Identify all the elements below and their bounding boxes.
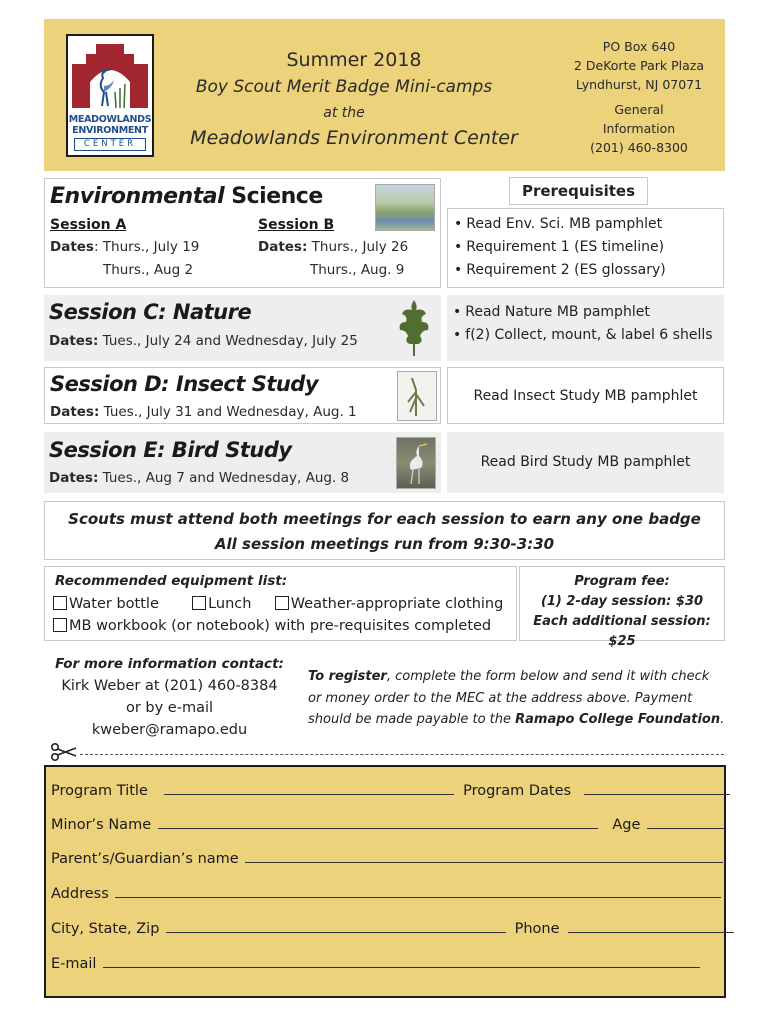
- contact-info: [52, 653, 287, 741]
- nature-dates-label: Dates:: [49, 333, 99, 349]
- form-row-email: [51, 956, 700, 972]
- session-env-science: [44, 178, 441, 288]
- contact-address: [564, 37, 714, 157]
- logo-text-bottom: CENTER: [74, 138, 146, 151]
- fee-title: Program fee:: [574, 574, 670, 589]
- checkbox-lunch[interactable]: [192, 596, 206, 610]
- env-prereq-list: [454, 213, 666, 282]
- age-label: Age: [612, 817, 641, 833]
- address-label: Address: [51, 886, 109, 902]
- address-field[interactable]: [115, 886, 721, 898]
- form-row-address: [51, 886, 721, 902]
- session-a-dates: [50, 239, 199, 255]
- register-end: .: [720, 712, 725, 727]
- session-b-dates-label: Dates:: [258, 239, 308, 255]
- env-prereq-box: [447, 208, 724, 288]
- equipment-row-2: [53, 618, 491, 634]
- program-dates-field[interactable]: [584, 783, 730, 795]
- program-fee-box: [519, 566, 725, 649]
- session-insect-dates: [50, 404, 357, 420]
- contact-email[interactable]: kweber@ramapo.edu: [91, 722, 248, 738]
- notice-line-2: All session meetings run from 9:30-3:30: [214, 535, 555, 553]
- session-nature-title: Session C: Nature: [49, 300, 252, 324]
- register-payee: Ramapo College Foundation: [515, 712, 721, 727]
- general-phone: (201) 460-8300: [590, 140, 688, 155]
- logo-text-top: MEADOWLANDS: [68, 114, 152, 125]
- env-title-part1: Environmental: [50, 184, 232, 209]
- fee-line-2: Each additional session: $25: [533, 614, 711, 649]
- general-info-2: Information: [602, 121, 676, 136]
- session-b-date1: Thurs., July 26: [307, 239, 409, 255]
- scissors-icon: [50, 742, 80, 762]
- program-title-field[interactable]: [164, 783, 454, 795]
- phone-field[interactable]: [568, 921, 734, 933]
- contact-line-2: or by e-mail: [125, 700, 214, 716]
- minor-name-field[interactable]: [158, 817, 598, 829]
- registration-form: [44, 765, 726, 998]
- attendance-notice: [44, 501, 725, 560]
- session-b-dates: [258, 239, 408, 255]
- form-row-city: [51, 921, 734, 937]
- city-label: City, State, Zip: [51, 921, 160, 937]
- session-env-title: [50, 184, 323, 209]
- contact-title: For more information contact:: [55, 656, 284, 672]
- logo-text-mid: ENVIRONMENT: [72, 125, 148, 136]
- address-line-3: Lyndhurst, NJ 07071: [575, 77, 703, 92]
- env-prereq-1: • Read Env. Sci. MB pamphlet: [454, 213, 666, 236]
- session-a-dates-label: Dates: [50, 239, 94, 255]
- session-b-label: Session B: [258, 217, 335, 233]
- page-title: Summer 2018: [286, 49, 422, 71]
- cut-line: [80, 754, 724, 755]
- session-insect: [44, 367, 441, 424]
- minor-name-label: Minor’s Name: [51, 817, 152, 833]
- age-field[interactable]: [647, 817, 725, 829]
- register-text-1: , complete the form below and send it with check: [386, 669, 710, 684]
- email-label: E-mail: [51, 956, 97, 972]
- env-prereq-3: • Requirement 2 (ES glossary): [454, 259, 666, 282]
- mantis-icon: [398, 372, 436, 420]
- equipment-box: [44, 566, 517, 641]
- venue-name: Meadowlands Environment Center: [190, 127, 518, 149]
- session-bird-dates: [49, 470, 349, 486]
- egret-photo: [396, 437, 436, 489]
- form-row-guardian: [51, 851, 723, 867]
- register-instructions: [308, 666, 728, 731]
- session-nature-dates: [49, 333, 358, 349]
- notice-line-1: Scouts must attend both meetings for each session to earn any one badge: [68, 510, 701, 528]
- guardian-field[interactable]: [245, 851, 723, 863]
- checkbox-clothing[interactable]: [275, 596, 289, 610]
- program-dates-label: Program Dates: [463, 783, 572, 799]
- insect-dates-value: Tues., July 31 and Wednesday, Aug. 1: [99, 404, 357, 420]
- equipment-lunch: Lunch: [208, 596, 252, 612]
- session-bird-title: Session E: Bird Study: [49, 438, 292, 462]
- nature-prereq-box: [447, 295, 724, 361]
- egret-icon: [397, 438, 435, 488]
- form-row-minor: [51, 817, 725, 833]
- register-text-2: or money order to the MEC at the address above. Payment: [308, 690, 693, 706]
- meadowlands-logo: [66, 34, 154, 157]
- fee-line-1: (1) 2-day session: $30: [540, 594, 704, 609]
- email-field[interactable]: [103, 956, 700, 968]
- form-row-program: [51, 783, 730, 799]
- city-field[interactable]: [166, 921, 506, 933]
- equipment-title: Recommended equipment list:: [55, 573, 288, 589]
- env-prereq-2: • Requirement 1 (ES timeline): [454, 236, 666, 259]
- session-a-date2: Thurs., Aug 2: [103, 262, 194, 278]
- checkbox-water[interactable]: [53, 596, 67, 610]
- phone-label: Phone: [514, 921, 560, 937]
- equipment-row-1: [53, 596, 503, 612]
- register-lead: To register: [308, 669, 387, 684]
- bird-prereq-box: Read Bird Study MB pamphlet: [447, 432, 724, 493]
- session-a-label: Session A: [50, 217, 127, 233]
- equipment-workbook: MB workbook (or notebook) with pre-requisites completed: [69, 618, 492, 634]
- nature-dates-value: Tues., July 24 and Wednesday, July 25: [98, 333, 358, 349]
- address-line-2: 2 DeKorte Park Plaza: [573, 58, 705, 73]
- contact-line-1: Kirk Weber at (201) 460-8384: [61, 678, 278, 694]
- session-b-date2: Thurs., Aug. 9: [310, 262, 405, 278]
- bird-dates-value: Tues., Aug 7 and Wednesday, Aug. 8: [98, 470, 350, 486]
- prerequisites-header: Prerequisites: [509, 177, 648, 205]
- checkbox-workbook[interactable]: [53, 618, 67, 632]
- session-insect-title: Session D: Insect Study: [50, 372, 319, 396]
- equipment-clothing: Weather-appropriate clothing: [290, 596, 504, 612]
- general-info-1: General: [614, 102, 664, 117]
- nature-prereq-1: • Read Nature MB pamphlet: [453, 301, 713, 324]
- env-title-part2: Science: [231, 184, 323, 209]
- header-banner: [44, 19, 725, 171]
- nature-prereq-2: • f(2) Collect, mount, & label 6 shells: [453, 324, 713, 347]
- page-subtitle: Boy Scout Merit Badge Mini-camps: [195, 77, 493, 97]
- session-bird: [44, 432, 441, 493]
- at-the-text: at the: [323, 105, 365, 121]
- insect-prereq-box: Read Insect Study MB pamphlet: [447, 367, 724, 424]
- insect-dates-label: Dates:: [50, 404, 100, 420]
- session-nature: [44, 295, 441, 361]
- session-a-date1: : Thurs., July 19: [93, 239, 200, 255]
- address-line-1: PO Box 640: [602, 39, 676, 54]
- oak-leaf-icon: [396, 298, 432, 358]
- mantis-photo: [397, 371, 437, 421]
- bird-dates-label: Dates:: [49, 470, 99, 486]
- wetland-photo: [375, 184, 435, 231]
- register-text-3: should be made payable to the: [308, 712, 516, 727]
- equipment-water: Water bottle: [69, 596, 159, 612]
- program-title-label: Program Title: [51, 783, 148, 799]
- guardian-label: Parent’s/Guardian’s name: [51, 851, 239, 867]
- nature-prereq-list: [453, 301, 713, 347]
